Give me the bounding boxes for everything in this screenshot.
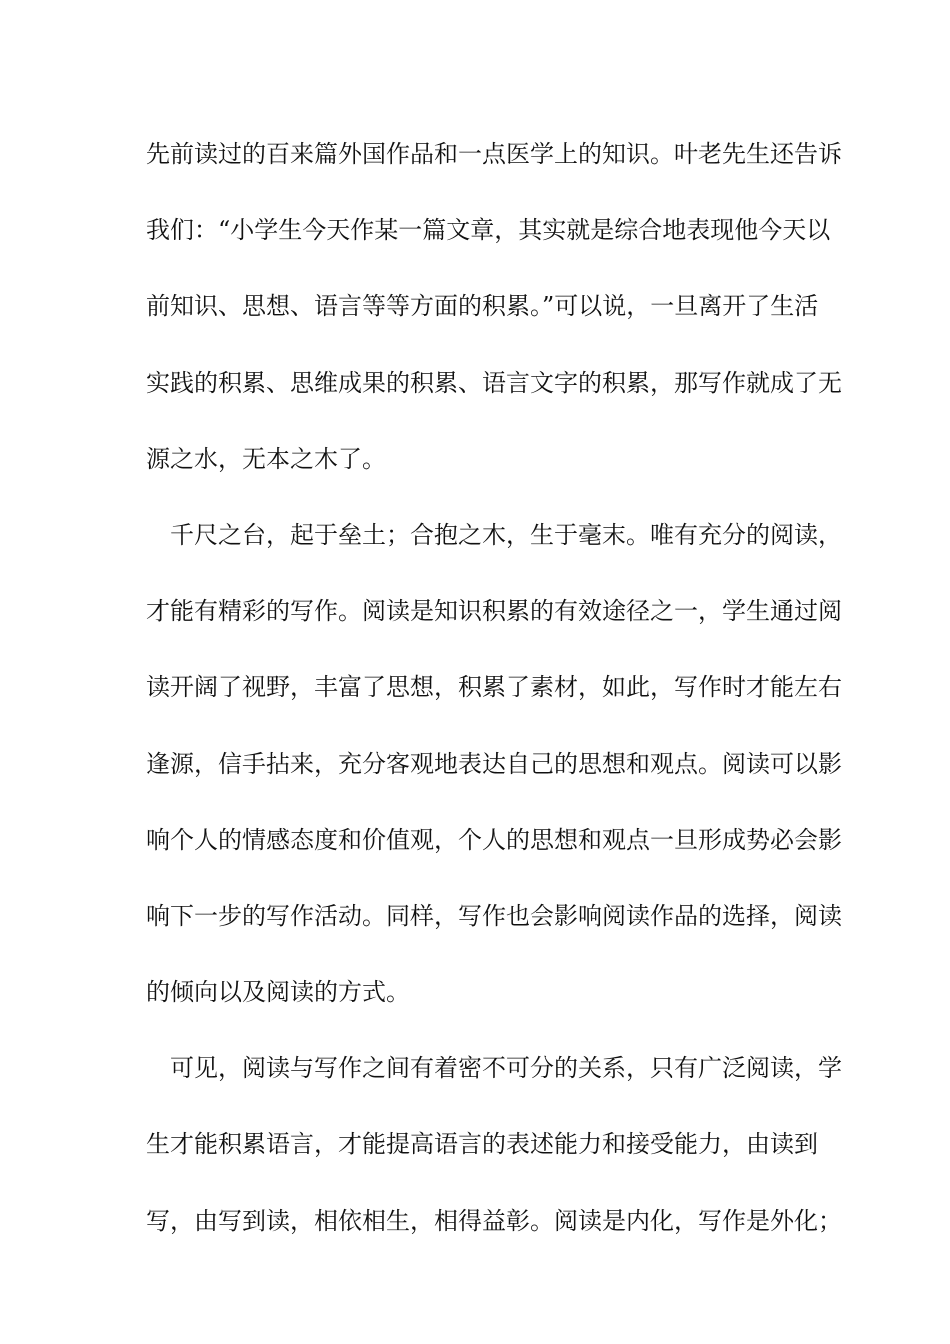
paragraph-1-line-5: 源之水，无本之木了。 (146, 444, 386, 473)
document-body (146, 128, 842, 1271)
paragraph-2-line-5: 响个人的情感态度和价值观，个人的思想和观点一旦形成势必会影 (146, 825, 842, 854)
paragraph-1-line-4: 实践的积累、思维成果的积累、语言文字的积累，那写作就成了无 (146, 368, 842, 397)
paragraph-1-line-1: 先前读过的百来篇外国作品和一点医学上的知识。叶老先生还告诉 (146, 140, 842, 168)
paragraph-3-line-2: 生才能积累语言，才能提高语言的表述能力和接受能力，由读到 (146, 1130, 818, 1159)
paragraph-1-line-3: 前知识、思想、语言等等方面的积累。”可以说，一旦离开了生活 (146, 292, 819, 321)
paragraph-2-line-6: 响下一步的写作活动。同样，写作也会影响阅读作品的选择，阅读 (146, 901, 842, 930)
paragraph-2-line-4: 逢源，信手拈来，充分客观地表达自己的思想和观点。阅读可以影 (146, 749, 842, 778)
paragraph-3-line-1: 可见，阅读与写作之间有着密不可分的关系，只有广泛阅读，学 (170, 1054, 842, 1083)
paragraph-2-line-1: 千尺之台，起于垒土；合抱之木，生于毫末。唯有充分的阅读， (170, 520, 842, 549)
paragraph-2-line-3: 读开阔了视野，丰富了思想，积累了素材，如此，写作时才能左右 (146, 673, 842, 702)
paragraph-3-line-3: 写，由写到读，相依相生，相得益彰。阅读是内化，写作是外化； (146, 1206, 842, 1235)
paragraph-2-line-7: 的倾向以及阅读的方式。 (146, 978, 410, 1007)
paragraph-2-line-2: 才能有精彩的写作。阅读是知识积累的有效途径之一，学生通过阅 (146, 597, 842, 626)
paragraph-1-line-2: 我们：“小学生今天作某一篇文章，其实就是综合地表现他今天以 (146, 216, 831, 245)
